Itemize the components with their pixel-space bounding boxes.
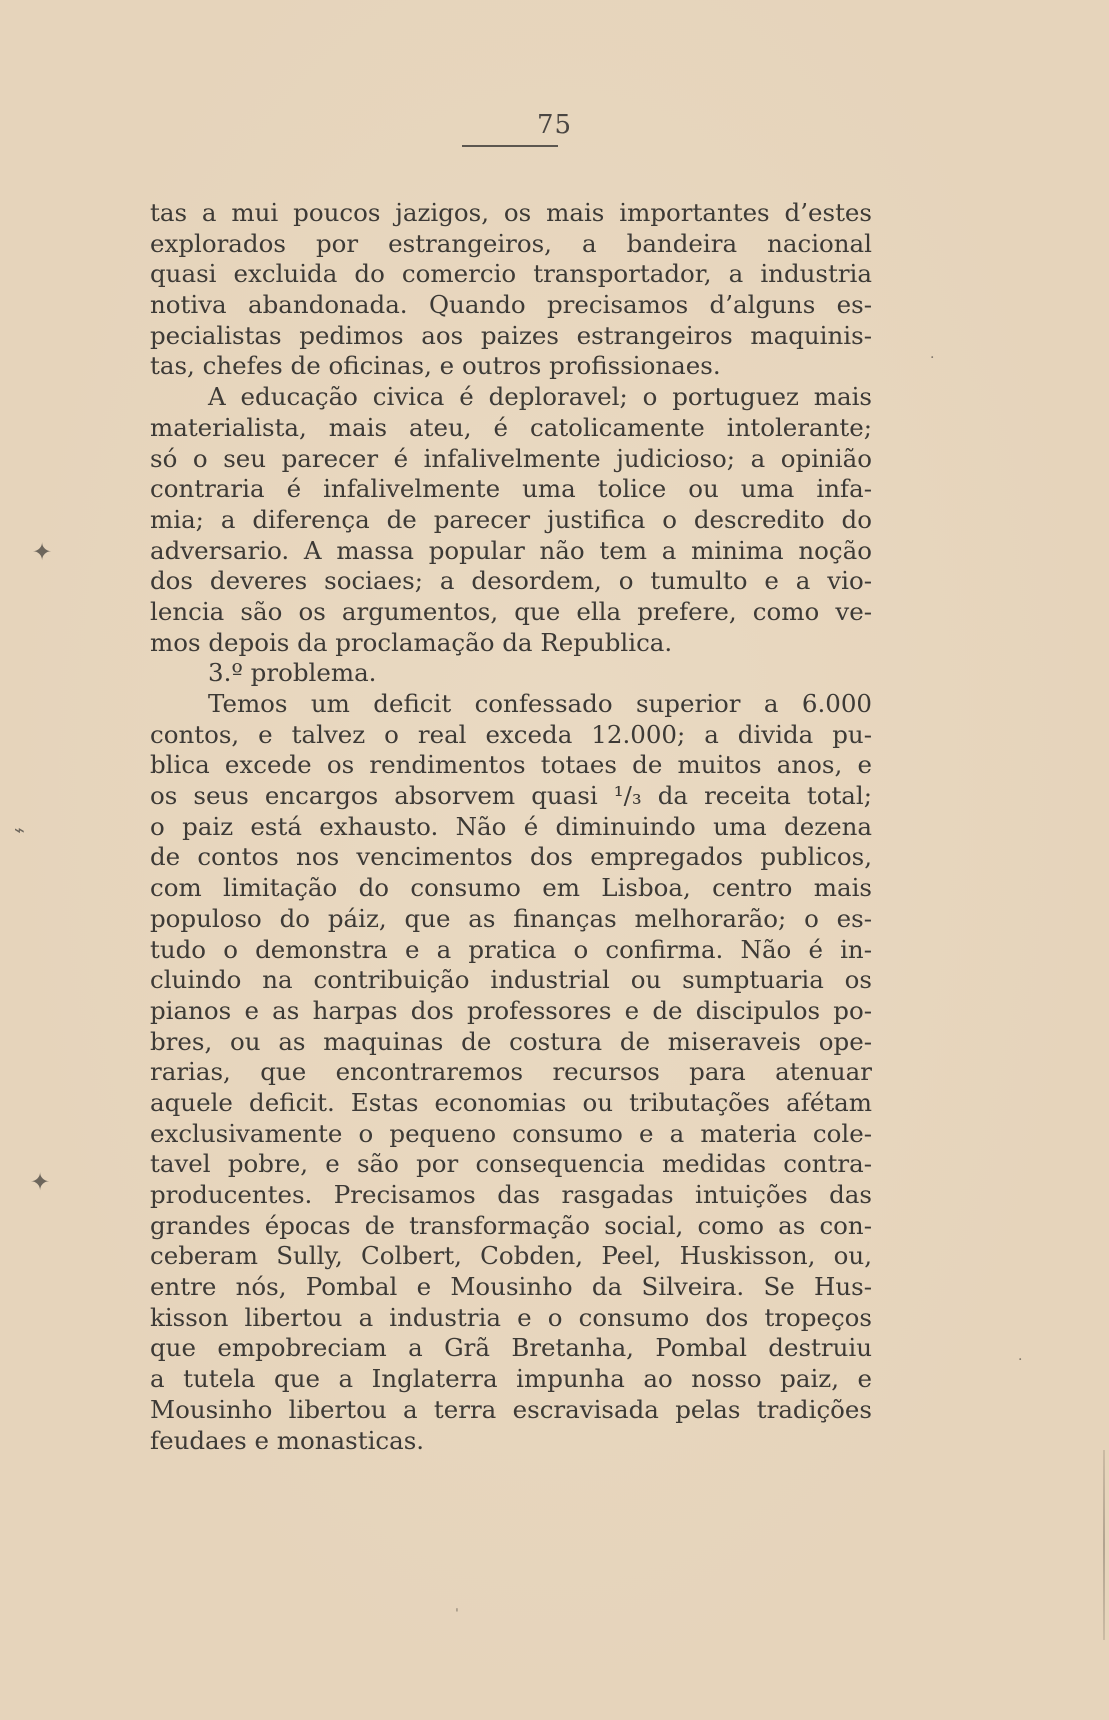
- text-line: adversario. A massa popular não tem a minima noção: [150, 535, 872, 565]
- paper-speck: ˌ: [455, 1598, 459, 1614]
- page-edge-shadow: [1103, 1450, 1105, 1640]
- binding-mark-icon: ✦: [30, 1168, 51, 1196]
- text-line: rarias, que encontraremos recursos para atenuar: [150, 1057, 872, 1087]
- text-line: tudo o demonstra e a pratica o confirma. Não é in-: [150, 934, 872, 964]
- text-line: os seus encargos absorvem quasi ¹/₃ da receita total;: [150, 781, 872, 811]
- text-line: tas a mui poucos jazigos, os mais importantes d’estes: [150, 198, 872, 227]
- text-line: producentes. Precisamos das rasgadas intuições das: [150, 1180, 872, 1209]
- text-line: A educação civica é deploravel; o portuguez mais: [208, 382, 872, 412]
- text-line: cluindo na contribuição industrial ou sumptuaria os: [150, 965, 872, 995]
- text-line: mia; a diferença de parecer justifica o descredito do: [150, 504, 872, 534]
- text-line: contos, e talvez o real exceda 12.000; a divida pu-: [150, 719, 872, 749]
- text-line: só o seu parecer é infalivelmente judicioso; a opinião: [150, 443, 872, 473]
- text-line: mos depois da proclamação da Republica.: [150, 627, 673, 657]
- text-line: 3.º problema.: [208, 658, 377, 688]
- text-line: populoso do páiz, que as finanças melhorarão; o es-: [150, 903, 872, 933]
- text-line: com limitação do consumo em Lisboa, centro mais: [150, 873, 872, 903]
- text-line: Temos um deficit confessado superior a 6.000: [208, 689, 872, 718]
- text-line: grandes épocas de transformação social, como as con-: [150, 1210, 872, 1240]
- paper-speck: ·: [1018, 1352, 1023, 1368]
- text-line: tas, chefes de oficinas, e outros profissionaes.: [150, 351, 721, 381]
- text-line: explorados por estrangeiros, a bandeira nacional: [150, 228, 872, 258]
- page-number: 75: [536, 110, 573, 140]
- text-line: a tutela que a Inglaterra impunha ao nosso paiz, e: [150, 1364, 872, 1394]
- text-line: feudaes e monasticas.: [150, 1425, 425, 1455]
- binding-mark-icon: ⌁: [14, 820, 25, 841]
- text-line: pianos e as harpas dos professores e de discipulos po-: [150, 995, 872, 1025]
- text-line: aquele deficit. Estas economias ou tributações afétam: [150, 1087, 872, 1117]
- page-number-rule: [462, 145, 558, 147]
- text-line: ceberam Sully, Colbert, Cobden, Peel, Huskisson, ou,: [150, 1241, 872, 1271]
- text-line: materialista, mais ateu, é catolicamente intolerante;: [150, 412, 872, 442]
- text-line: Mousinho libertou a terra escravisada pelas tradições: [150, 1394, 872, 1424]
- text-line: kisson libertou a industria e o consumo dos tropeços: [150, 1302, 872, 1332]
- text-line: lencia são os argumentos, que ella prefere, como ve-: [150, 596, 872, 626]
- text-line: blica excede os rendimentos totaes de muitos anos, e: [150, 750, 872, 780]
- text-line: contraria é infalivelmente uma tolice ou uma infa-: [150, 474, 872, 504]
- body-text: [150, 198, 872, 1456]
- text-line: pecialistas pedimos aos paizes estrangeiros maquinis-: [150, 320, 872, 350]
- text-line: dos deveres sociaes; a desordem, o tumulto e a vio-: [150, 566, 872, 596]
- text-line: tavel pobre, e são por consequencia medidas contra-: [150, 1149, 872, 1179]
- binding-mark-icon: ✦: [32, 538, 53, 566]
- text-line: de contos nos vencimentos dos empregados publicos,: [150, 842, 872, 872]
- text-line: quasi excluida do comercio transportador, a industria: [150, 259, 872, 289]
- text-line: exclusivamente o pequeno consumo e a materia cole-: [150, 1118, 872, 1148]
- text-line: notiva abandonada. Quando precisamos d’alguns es-: [150, 290, 872, 320]
- text-line: o paiz está exhausto. Não é diminuindo uma dezena: [150, 811, 872, 841]
- paper-speck: ·: [930, 350, 935, 366]
- text-line: que empobreciam a Grã Bretanha, Pombal destruiu: [150, 1333, 872, 1363]
- text-line: entre nós, Pombal e Mousinho da Silveira. Se Hus-: [150, 1272, 872, 1302]
- text-line: bres, ou as maquinas de costura de miseraveis ope-: [150, 1026, 872, 1056]
